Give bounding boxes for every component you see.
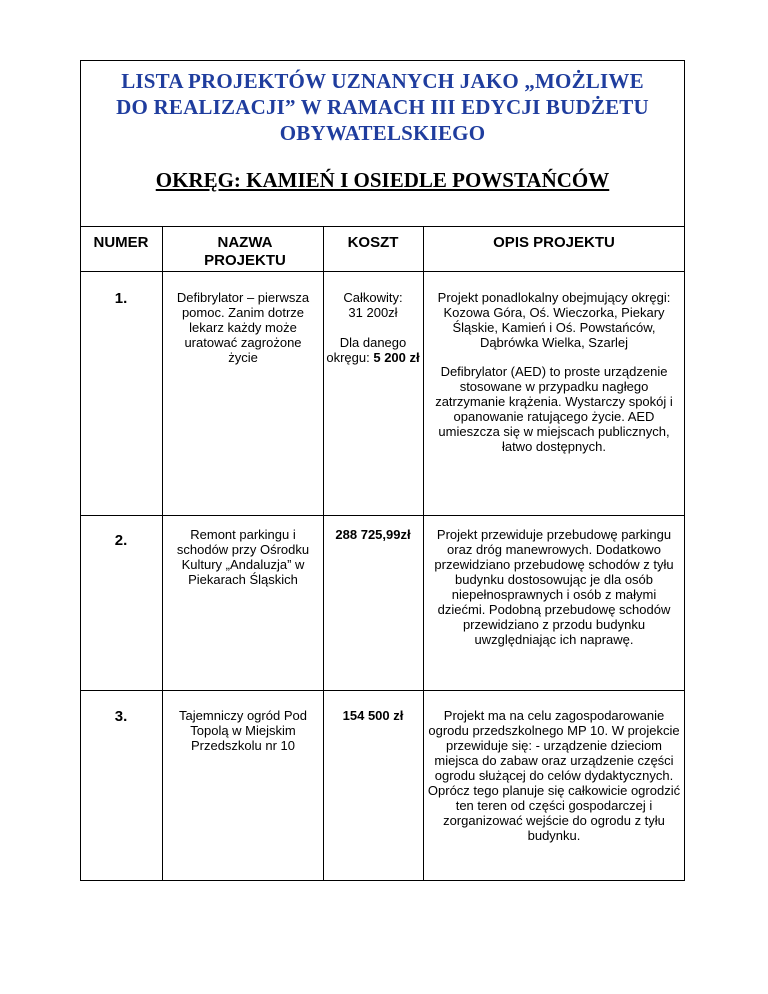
project-description: Projekt ma na celu zagospodarowanie ogrodu przedszkolnego MP 10. W projekcie przewiduje się: - urządzenie dzieciom miejsca do zabaw oraz urządzenie części ogrodu służącej do celów dydaktycznych. Oprócz tego planuje się całkowicie ogrodzić ten teren od części gospodarczej i zorganizować wejście do ogrodu z tyłu budynku.: [427, 708, 681, 843]
row-number: 1.: [114, 290, 128, 307]
project-description: Projekt przewiduje przebudowę parkingu oraz dróg manewrowych. Dodatkowo przewidziano przebudowę schodów z tyłu budynku dostosowując je dla osób niepełnosprawnych i osób z małymi dziećmi. Podobną przebudowę schodów przewidziano z przodu budynku uwzględniając ich naprawę.: [434, 527, 674, 647]
row-number: 3.: [114, 708, 128, 725]
header-koszt: KOSZT: [347, 234, 399, 251]
project-name: Tajemniczy ogród Pod Topolą w Miejskim Przedszkolu nr 10: [179, 708, 307, 753]
project-cost: [326, 290, 420, 365]
district-subtitle: OKRĘG: KAMIEŃ I OSIEDLE POWSTAŃCÓW: [155, 168, 610, 192]
row-divider: [80, 515, 685, 516]
cost-district-value: 5 200 zł: [373, 350, 420, 365]
header-nazwa: NAZWA PROJEKTU: [204, 234, 286, 269]
description-paragraph: Defibrylator (AED) to proste urządzenie stosowane w przypadku nagłego zatrzymanie krążenia. Wystarczy spokój i opanowanie ratującego życie. AED umieszcza się w miejscach publicznych, łatwo dostępnych.: [435, 364, 673, 454]
project-name: Remont parkingu i schodów przy Ośrodku Kultury „Andaluzja” w Piekarach Śląskich: [176, 527, 310, 587]
cost-total-label: Całkowity:: [343, 290, 403, 305]
title-line: OBYWATELSKIEGO: [279, 121, 486, 145]
project-name: Defibrylator – pierwsza pomoc. Zanim dotrze lekarz każdy może uratować zagrożone życie: [176, 290, 310, 365]
column-divider: [423, 227, 424, 881]
title-line: DO REALIZACJI” W RAMACH III EDYCJI BUDŻETU: [116, 95, 649, 119]
document-header: [80, 60, 685, 227]
project-description: [427, 290, 681, 454]
document-title: [80, 68, 685, 146]
header-numer: NUMER: [93, 234, 149, 251]
header-opis: OPIS PROJEKTU: [493, 234, 615, 251]
cost-total-value: 31 200zł: [348, 305, 398, 320]
description-paragraph: Projekt ponadlokalny obejmujący okręgi: Kozowa Góra, Oś. Wieczorka, Piekary Śląskie, Kamień i Oś. Powstańców, Dąbrówka Wielka, Szarlej: [437, 290, 671, 350]
row-divider: [80, 271, 685, 272]
cost-district-label: Dla danego okręgu:: [326, 335, 407, 365]
project-cost: 288 725,99zł: [335, 527, 411, 542]
row-number: 2.: [114, 532, 128, 549]
project-cost: 154 500 zł: [342, 708, 404, 723]
row-divider: [80, 690, 685, 691]
title-line: LISTA PROJEKTÓW UZNANYCH JAKO „MOŻLIWE: [121, 69, 644, 93]
column-divider: [162, 227, 163, 881]
column-divider: [323, 227, 324, 881]
